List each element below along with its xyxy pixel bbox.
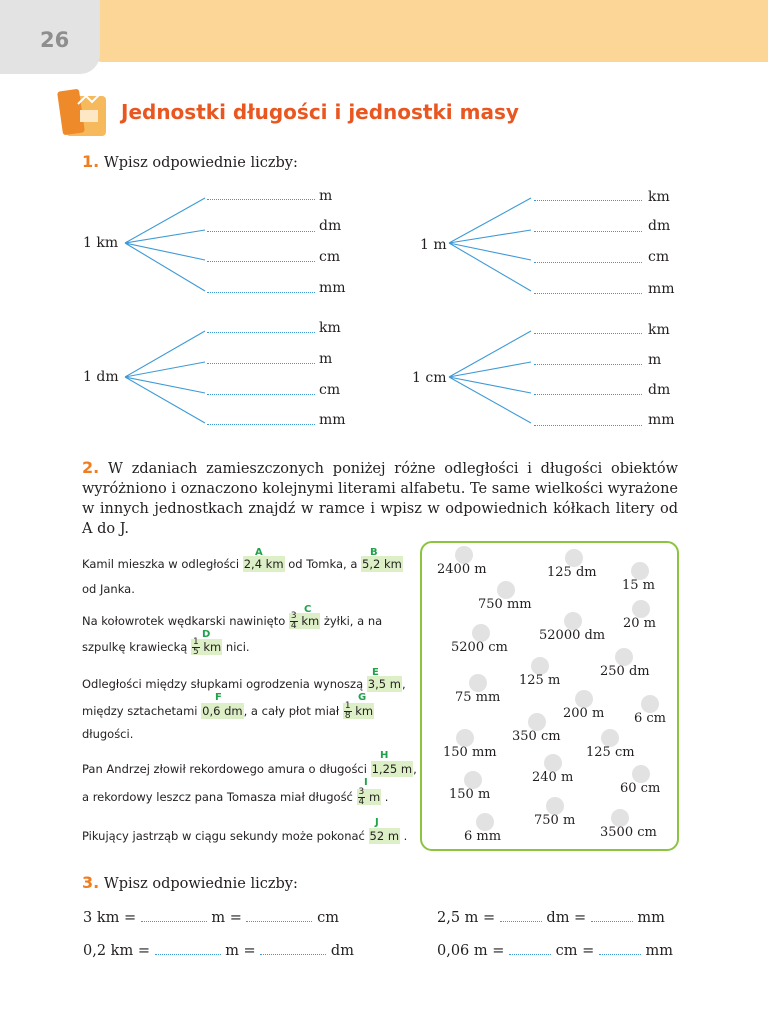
task3-equation-2 <box>437 907 665 926</box>
equation-left: 3 km = <box>83 910 137 926</box>
answer-blank[interactable] <box>246 907 312 922</box>
answer-line[interactable] <box>534 262 642 263</box>
sentence-text: Odległości między słupkami ogrodzenia wynoszą <box>82 677 367 691</box>
answer-blank[interactable] <box>260 940 326 955</box>
letter-J: J <box>375 817 379 828</box>
task3-heading <box>82 873 298 892</box>
letter-C: C <box>304 604 312 615</box>
box-value: 240 m <box>532 770 574 785</box>
unit-label: mm <box>319 412 346 428</box>
sentence-4-line-2 <box>82 788 388 807</box>
answer-line[interactable] <box>534 394 642 395</box>
equation-right: cm <box>317 910 339 926</box>
fraction-denominator: 4 <box>358 797 365 807</box>
sentence-text: , <box>413 762 417 776</box>
unit-label: cm <box>648 249 670 265</box>
equation-right: mm <box>645 943 673 959</box>
sentence-text: . <box>400 829 408 843</box>
box-value: 750 mm <box>478 597 532 612</box>
answer-line[interactable] <box>207 424 315 425</box>
unit-label: cm <box>319 382 341 398</box>
task1-root-1m: 1 m <box>420 237 447 253</box>
sentence-3-line-3: długości. <box>82 727 134 741</box>
highlight-A: 2,4 km <box>243 557 284 571</box>
sentence-text: Pikujący jastrząb w ciągu sekundy może pokonać <box>82 829 369 843</box>
task1-root-1cm: 1 cm <box>412 370 447 386</box>
task3-equation-3 <box>83 940 354 959</box>
letter-F: F <box>215 692 222 703</box>
page-number: 26 <box>40 28 70 52</box>
sentence-3-line-2 <box>82 702 374 721</box>
answer-line[interactable] <box>207 231 315 232</box>
highlight-I <box>357 789 382 805</box>
fraction <box>290 612 298 631</box>
letter-A: A <box>255 547 263 558</box>
task2-instructions <box>82 458 678 539</box>
task1-root-1dm: 1 dm <box>83 369 119 385</box>
section-title: Jednostki długości i jednostki masy <box>121 100 519 124</box>
task1-number: 1. <box>82 152 100 171</box>
box-value: 15 m <box>622 578 656 593</box>
box-value: 250 dm <box>600 664 650 679</box>
equation-mid: cm = <box>555 943 595 959</box>
answer-blank[interactable] <box>155 940 221 955</box>
fraction-numerator: 1 <box>344 701 351 711</box>
sentence-2-line-2 <box>82 638 250 657</box>
equation-mid: dm = <box>546 910 587 926</box>
sentence-2-line-1 <box>82 612 382 631</box>
equation-left: 2,5 m = <box>437 910 496 926</box>
highlight-G <box>343 703 374 719</box>
answer-blank[interactable] <box>500 907 542 922</box>
answer-line[interactable] <box>207 363 315 364</box>
sentence-4-line-1 <box>82 762 417 776</box>
letter-G: G <box>358 692 367 703</box>
fraction <box>192 638 200 657</box>
unit-label: km <box>319 320 341 336</box>
sentence-3-line-1 <box>82 677 406 691</box>
unit-label: cm <box>319 249 341 265</box>
sentence-text: między sztachetami <box>82 704 202 718</box>
sentence-text: nici. <box>222 640 250 654</box>
task2-number: 2. <box>82 458 100 477</box>
highlight-F: 0,6 dm <box>202 704 243 718</box>
letter-H: H <box>380 750 389 761</box>
box-value: 125 dm <box>547 565 597 580</box>
box-value: 125 cm <box>586 745 635 760</box>
unit-label: dm <box>648 218 671 234</box>
task2-text: W zdaniach zamieszczonych poniżej różne odległości i długości obiektów wyróżniono i oznaczono kolejnymi literami alfabetu. Te same wielkości wyrażone w innych jednostkach znajdź w ramce i wpisz w odpowiednich kółkach litery od A do J. <box>82 461 679 537</box>
task1-text: Wpisz odpowiednie liczby: <box>103 155 298 171</box>
unit-label: mm <box>648 281 675 297</box>
fraction-denominator: 5 <box>193 647 199 657</box>
unit-label: dm <box>319 218 342 234</box>
equation-right: mm <box>637 910 665 926</box>
answer-line[interactable] <box>207 292 315 293</box>
letter-B: B <box>370 547 378 558</box>
answer-blank[interactable] <box>141 907 207 922</box>
unit-label: km <box>648 189 670 205</box>
sentence-text: , <box>401 677 406 691</box>
fraction-unit: m <box>368 790 381 804</box>
answer-line[interactable] <box>207 332 315 333</box>
fraction-numerator: 3 <box>358 787 365 797</box>
box-value: 150 m <box>449 787 491 802</box>
box-value: 5200 cm <box>451 640 508 655</box>
sentence-text: Pan Andrzej złowił rekordowego amura o długości <box>82 762 371 776</box>
box-value: 2400 m <box>437 562 487 577</box>
sentence-text: od Tomka, a <box>284 557 362 571</box>
fraction-denominator: 4 <box>290 621 297 631</box>
box-value: 350 cm <box>512 729 561 744</box>
highlight-B: 5,2 km <box>362 557 402 571</box>
task3-text: Wpisz odpowiednie liczby: <box>103 876 298 892</box>
unit-label: m <box>319 351 333 367</box>
highlight-E: 3,5 m <box>367 677 401 691</box>
box-value: 6 cm <box>634 711 667 726</box>
box-value: 150 mm <box>443 745 497 760</box>
letter-E: E <box>372 667 379 678</box>
sentence-text: Kamil mieszka w odległości <box>82 557 243 571</box>
equation-left: 0,06 m = <box>437 943 505 959</box>
highlight-C <box>289 613 320 629</box>
box-value: 6 mm <box>464 829 502 844</box>
fraction-numerator: 3 <box>290 611 297 621</box>
sentence-text: Na kołowrotek wędkarski nawinięto <box>82 614 289 628</box>
answer-line[interactable] <box>534 425 642 426</box>
equation-mid: m = <box>211 910 242 926</box>
sentence-text: szpulkę krawiecką <box>82 640 191 654</box>
answer-line[interactable] <box>534 364 642 365</box>
answer-line[interactable] <box>534 333 642 334</box>
unit-label: km <box>648 322 670 338</box>
task3-equation-1 <box>83 907 339 926</box>
equation-left: 0,2 km = <box>83 943 150 959</box>
box-value: 20 m <box>623 616 657 631</box>
fraction-numerator: 1 <box>193 637 199 647</box>
sentence-5 <box>82 829 407 843</box>
answer-blank[interactable] <box>509 940 551 955</box>
task3-equation-4 <box>437 940 673 959</box>
equation-mid: m = <box>225 943 256 959</box>
box-value: 200 m <box>563 706 605 721</box>
letter-I: I <box>364 777 368 788</box>
answer-line[interactable] <box>207 394 315 395</box>
answer-line[interactable] <box>207 199 315 200</box>
sentence-1-line-1 <box>82 557 403 571</box>
answer-line[interactable] <box>534 293 642 294</box>
sentence-text: , a cały płot miał <box>243 704 343 718</box>
box-value: 52000 dm <box>539 628 606 643</box>
equation-right: dm <box>330 943 354 959</box>
box-value: 75 mm <box>455 690 501 705</box>
highlight-D <box>191 639 222 655</box>
unit-label: mm <box>648 412 675 428</box>
fraction <box>344 702 352 721</box>
sentence-1-line-2: od Janka. <box>82 582 135 596</box>
letter-D: D <box>202 629 211 640</box>
answer-blank[interactable] <box>599 940 641 955</box>
answer-line[interactable] <box>534 231 642 232</box>
task3-number: 3. <box>82 873 100 892</box>
fraction-denominator: 8 <box>344 711 351 721</box>
highlight-H: 1,25 m <box>371 762 413 776</box>
sentence-text: . <box>381 790 389 804</box>
answer-line[interactable] <box>534 200 642 201</box>
task1-root-1km: 1 km <box>83 235 119 251</box>
unit-label: m <box>648 352 662 368</box>
fraction-unit: km <box>355 704 374 718</box>
sentence-text: a rekordowy leszcz pana Tomasza miał długość <box>82 790 357 804</box>
box-value: 3500 cm <box>600 825 657 840</box>
fraction-unit: km <box>301 614 320 628</box>
unit-label: m <box>319 188 333 204</box>
box-value: 125 m <box>519 673 561 688</box>
unit-label: dm <box>648 382 671 398</box>
sentence-text: żyłki, a na <box>320 614 383 628</box>
answer-line[interactable] <box>207 261 315 262</box>
fraction-unit: km <box>203 640 222 654</box>
box-value: 60 cm <box>620 781 661 796</box>
highlight-J: 52 m <box>369 829 400 843</box>
fraction <box>358 788 366 807</box>
answer-blank[interactable] <box>591 907 633 922</box>
unit-label: mm <box>319 280 346 296</box>
box-value: 750 m <box>534 813 576 828</box>
